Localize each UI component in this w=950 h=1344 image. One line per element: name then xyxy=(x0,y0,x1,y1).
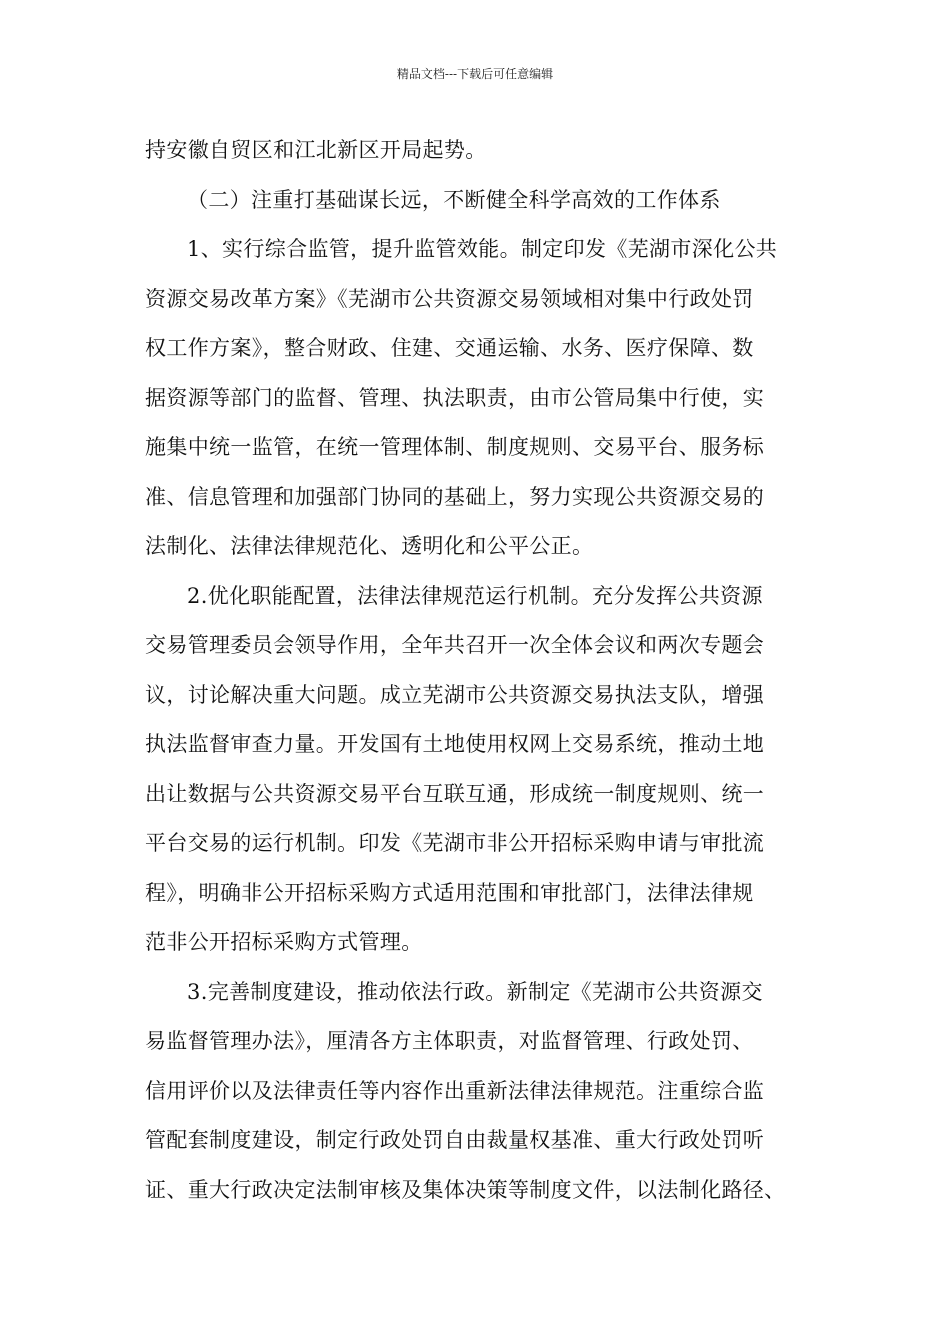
paragraph-1-line: 施集中统一监管，在统一管理体制、制度规则、交易平台、服务标 xyxy=(145,435,765,459)
paragraph-2-line: 议，讨论解决重大问题。成立芜湖市公共资源交易执法支队，增强 xyxy=(145,682,765,707)
page-header-watermark: 精品文档---下载后可任意编辑 xyxy=(396,67,554,81)
paragraph-2-line: 平台交易的运行机制。印发《芜湖市非公开招标采购申请与审批流 xyxy=(145,831,765,855)
paragraph-2-line: 2.优化职能配置，法律法律规范运行机制。充分发挥公共资源 xyxy=(187,583,763,608)
text-line: 持安徽自贸区和江北新区开局起势。 xyxy=(145,138,487,162)
document-body xyxy=(145,126,815,1215)
paragraph-3-line: 管配套制度建设，制定行政处罚自由裁量权基准、重大行政处罚听 xyxy=(145,1128,765,1152)
paragraph-1-line: 准、信息管理和加强部门协同的基础上，努力实现公共资源交易的 xyxy=(145,484,765,509)
section-heading: （二）注重打基础谋长远，不断健全科学高效的工作体系 xyxy=(187,187,721,212)
paragraph-3-line: 信用评价以及法律责任等内容作出重新法律法律规范。注重综合监 xyxy=(145,1078,765,1103)
paragraph-2-line: 程》，明确非公开招标采购方式适用范围和审批部门，法律法律规 xyxy=(145,880,754,905)
paragraph-1-line: 资源交易改革方案》《芜湖市公共资源交易领域相对集中行政处罚 xyxy=(145,286,754,311)
paragraph-3-line: 证、重大行政决定法制审核及集体决策等制度文件，以法制化路径、 xyxy=(145,1177,786,1202)
paragraph-1-line: 1、实行综合监管，提升监管效能。制定印发《芜湖市深化公共 xyxy=(187,237,778,261)
paragraph-1-line: 法制化、法律法律规范化、透明化和公平公正。 xyxy=(145,534,594,558)
paragraph-2-line: 出让数据与公共资源交易平台互联互通，形成统一制度规则、统一 xyxy=(145,781,765,806)
paragraph-2-line: 执法监督审查力量。开发国有土地使用权网上交易系统，推动土地 xyxy=(145,732,765,756)
paragraph-3-line: 3.完善制度建设，推动依法行政。新制定《芜湖市公共资源交 xyxy=(187,979,763,1004)
paragraph-1-line: 据资源等部门的监督、管理、执法职责，由市公管局集中行使，实 xyxy=(145,385,765,410)
paragraph-1-line: 权工作方案》，整合财政、住建、交通运输、水务、医疗保障、数 xyxy=(145,336,754,360)
paragraph-2-line: 范非公开招标采购方式管理。 xyxy=(145,930,423,954)
paragraph-2-line: 交易管理委员会领导作用，全年共召开一次全体会议和两次专题会 xyxy=(145,633,765,657)
paragraph-3-line: 易监督管理办法》，厘清各方主体职责，对监督管理、行政处罚、 xyxy=(145,1029,754,1053)
